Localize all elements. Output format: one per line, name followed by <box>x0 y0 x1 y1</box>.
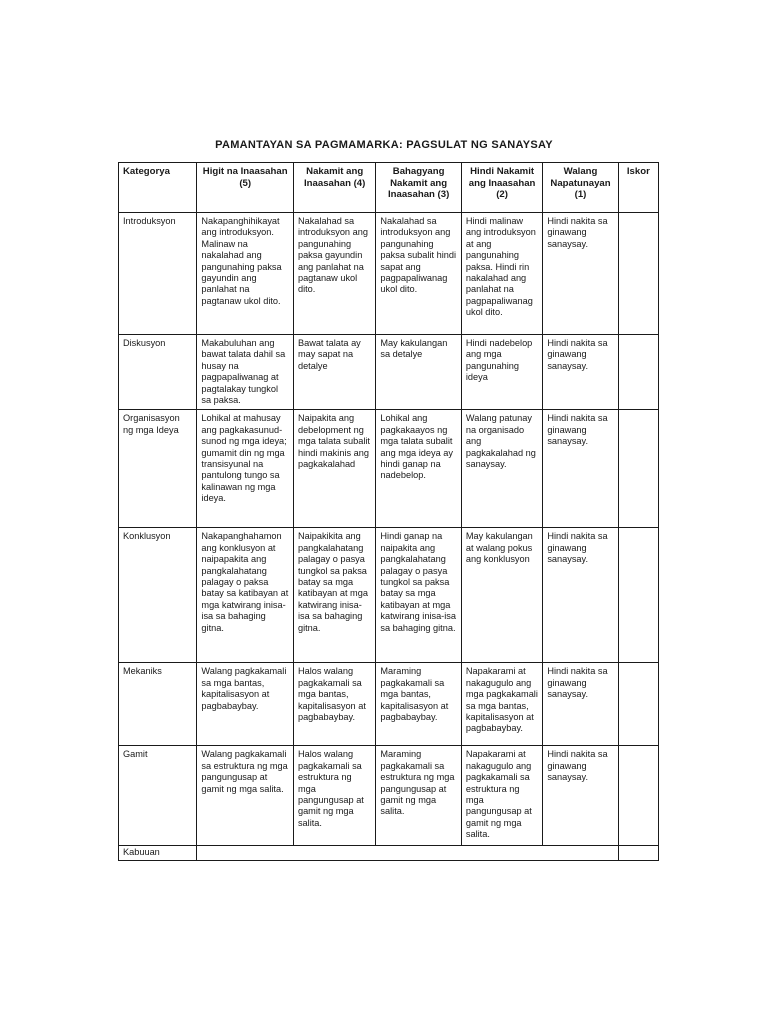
category-cell: Diskusyon <box>119 335 197 410</box>
criteria-cell: Nakalahad sa introduksyon ang pangunahing paksa gayundin ang panlahat na pagtanaw ukol dito. <box>293 213 375 335</box>
category-cell: Introduksyon <box>119 213 197 335</box>
criteria-cell: Makabuluhan ang bawat talata dahil sa husay na pagpapaliwanag at pagtalakay tungkol sa paksa. <box>197 335 294 410</box>
table-row <box>119 335 659 410</box>
criteria-cell: Lohikal ang pagkakaayos ng mga talata subalit ang mga ideya ay hindi ganap na nadebelop. <box>376 410 461 528</box>
header-hindi-nakamit: Hindi Nakamit ang Inaasahan (2) <box>461 163 542 213</box>
score-cell <box>618 746 658 846</box>
header-bahagyang-nakamit: Bahagyang Nakamit ang Inaasahan (3) <box>376 163 461 213</box>
criteria-cell: Nakapanghahamon ang konklusyon at naipapakita ang pangkalahatang palagay o paksa batay sa katibayan at mga katwirang inisa-isa sa bahaging gitna. <box>197 528 294 663</box>
criteria-cell: Hindi nakita sa ginawang sanaysay. <box>543 746 618 846</box>
criteria-cell: Napakarami at nakagugulo ang mga pagkakamali sa mga bantas, kapitalisasyon at pagbabaybay. <box>461 663 542 746</box>
criteria-cell: Hindi nakita sa ginawang sanaysay. <box>543 663 618 746</box>
criteria-cell: Naipakikita ang pangkalahatang palagay o pasya tungkol sa paksa batay sa mga katibayan at mga katwirang inisa-isa sa bahaging gitna. <box>293 528 375 663</box>
header-iskor: Iskor <box>618 163 658 213</box>
criteria-cell: May kakulangan sa detalye <box>376 335 461 410</box>
criteria-cell: Hindi nadebelop ang mga pangunahing ideya <box>461 335 542 410</box>
rubric-table <box>118 162 659 861</box>
total-row <box>119 846 659 861</box>
criteria-cell: May kakulangan at walang pokus ang konklusyon <box>461 528 542 663</box>
criteria-cell: Hindi nakita sa ginawang sanaysay. <box>543 335 618 410</box>
criteria-cell: Bawat talata ay may sapat na detalye <box>293 335 375 410</box>
table-row <box>119 410 659 528</box>
table-row <box>119 213 659 335</box>
table-row <box>119 663 659 746</box>
criteria-cell: Hindi malinaw ang introduksyon at ang pangunahing paksa. Hindi rin nakalahad ang panlahat na pagpapaliwanag ukol dito. <box>461 213 542 335</box>
criteria-cell: Maraming pagkakamali sa estruktura ng mga pangungusap at gamit ng mga salita. <box>376 746 461 846</box>
header-higit-na-inaasahan: Higit na Inaasahan (5) <box>197 163 294 213</box>
criteria-cell: Halos walang pagkakamali sa mga bantas, kapitalisasyon at pagbabaybay. <box>293 663 375 746</box>
criteria-cell: Halos walang pagkakamali sa estruktura ng mga pangungusap at gamit ng mga salita. <box>293 746 375 846</box>
total-merged-cell <box>197 846 618 861</box>
score-cell <box>618 410 658 528</box>
category-cell: Mekaniks <box>119 663 197 746</box>
criteria-cell: Walang patunay na organisado ang pagkakalahad ng sanaysay. <box>461 410 542 528</box>
table-row <box>119 528 659 663</box>
criteria-cell: Hindi nakita sa ginawang sanaysay. <box>543 528 618 663</box>
score-cell <box>618 335 658 410</box>
criteria-cell: Hindi nakita sa ginawang sanaysay. <box>543 213 618 335</box>
total-score-cell <box>618 846 658 861</box>
criteria-cell: Nakapanghihikayat ang introduksyon. Malinaw na nakalahad ang pangunahing paksa gayundin ang panlahat na pagtanaw ukol dito. <box>197 213 294 335</box>
category-cell: Organisasyon ng mga Ideya <box>119 410 197 528</box>
score-cell <box>618 213 658 335</box>
score-cell <box>618 663 658 746</box>
criteria-cell: Walang pagkakamali sa mga bantas, kapitalisasyon at pagbabaybay. <box>197 663 294 746</box>
document-title: PAMANTAYAN SA PAGMAMARKA: PAGSULAT NG SANAYSAY <box>215 139 553 151</box>
criteria-cell: Lohikal at mahusay ang pagkakasunud-sunod ng mga ideya; gumamit din ng mga transisyunal na pantulong tungo sa kalinawan ng mga ideya. <box>197 410 294 528</box>
criteria-cell: Maraming pagkakamali sa mga bantas, kapitalisasyon at pagbabaybay. <box>376 663 461 746</box>
criteria-cell: Hindi ganap na naipakita ang pangkalahatang palagay o pasya tungkol sa paksa batay sa mga katibayan at mga katwirang inisa-isa sa bahaging gitna. <box>376 528 461 663</box>
header-nakamit-ang-inaasahan: Nakamit ang Inaasahan (4) <box>293 163 375 213</box>
criteria-cell: Hindi nakita sa ginawang sanaysay. <box>543 410 618 528</box>
category-cell: Konklusyon <box>119 528 197 663</box>
criteria-cell: Naipakita ang debelopment ng mga talata subalit hindi makinis ang pagkakalahad <box>293 410 375 528</box>
criteria-cell: Walang pagkakamali sa estruktura ng mga pangungusap at gamit ng mga salita. <box>197 746 294 846</box>
criteria-cell: Nakalahad sa introduksyon ang pangunahing paksa subalit hindi sapat ang pagpapaliwanag ukol dito. <box>376 213 461 335</box>
score-cell <box>618 528 658 663</box>
header-kategorya: Kategorya <box>119 163 197 213</box>
criteria-cell: Napakarami at nakagugulo ang pagkakamali sa estruktura ng mga pangungusap at gamit ng mga salita. <box>461 746 542 846</box>
header-row <box>119 163 659 213</box>
header-walang-napatunayan: Walang Napatunayan (1) <box>543 163 618 213</box>
category-cell: Gamit <box>119 746 197 846</box>
total-label: Kabuuan <box>119 846 197 861</box>
table-row <box>119 746 659 846</box>
